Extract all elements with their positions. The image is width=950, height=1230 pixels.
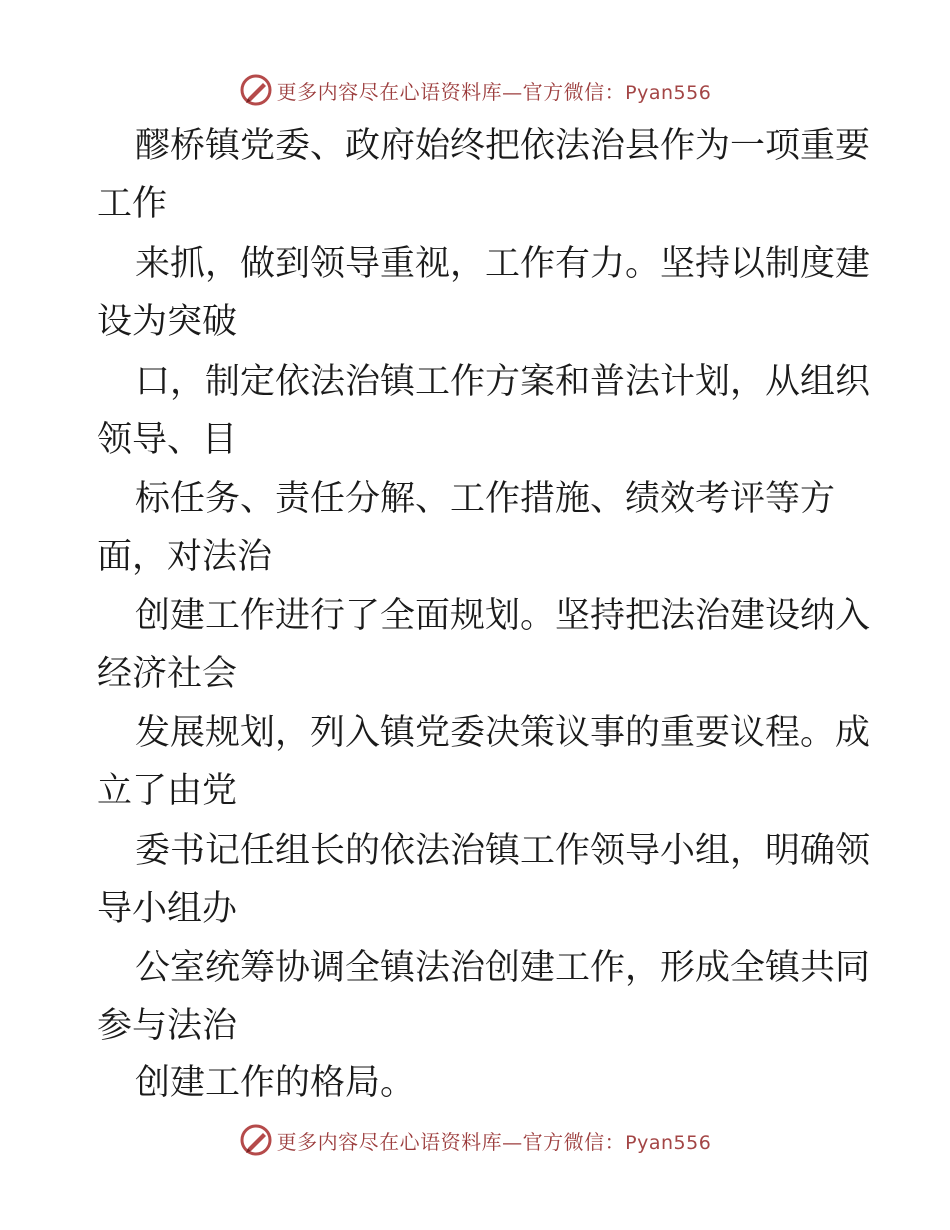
footer-banner-text <box>277 1126 712 1155</box>
text-line-8: 面，对法治 <box>97 537 273 577</box>
pen-logo-icon <box>239 1123 273 1157</box>
footer-banner-cn: 更多内容尽在心语资料库—官方微信： <box>276 1129 626 1154</box>
text-line-6: 领导、目 <box>97 420 238 460</box>
text-line-3: 来抓，做到领导重视，工作有力。坚持以制度建 <box>135 244 871 284</box>
header-banner-cn: 更多内容尽在心语资料库—官方微信： <box>276 79 626 104</box>
text-line-14: 导小组办 <box>97 889 238 929</box>
text-line-13: 委书记任组长的依法治镇工作领导小组，明确领 <box>135 831 871 871</box>
text-line-2: 工作 <box>97 184 168 224</box>
text-line-9: 创建工作进行了全面规划。坚持把法治建设纳入 <box>135 596 871 636</box>
text-line-11: 发展规划，列入镇党委决策议事的重要议程。成 <box>135 713 871 753</box>
text-line-12: 立了由党 <box>97 771 238 811</box>
text-line-4: 设为突破 <box>97 302 238 342</box>
text-line-15: 公室统筹协调全镇法治创建工作，形成全镇共同 <box>135 948 871 988</box>
text-line-17: 创建工作的格局。 <box>135 1063 416 1103</box>
footer-banner-wechat-id: Pyan556 <box>625 1131 712 1154</box>
text-line-5: 口，制定依法治镇工作方案和普法计划，从组织 <box>135 362 871 402</box>
text-line-1: 醪桥镇党委、政府始终把依法治县作为一项重要 <box>135 126 871 166</box>
header-banner-wechat-id: Pyan556 <box>625 81 712 104</box>
footer-banner <box>0 1120 950 1160</box>
text-line-7: 标任务、责任分解、工作措施、绩效考评等方 <box>135 479 836 519</box>
text-line-10: 经济社会 <box>97 654 238 694</box>
text-line-16: 参与法治 <box>97 1006 238 1046</box>
